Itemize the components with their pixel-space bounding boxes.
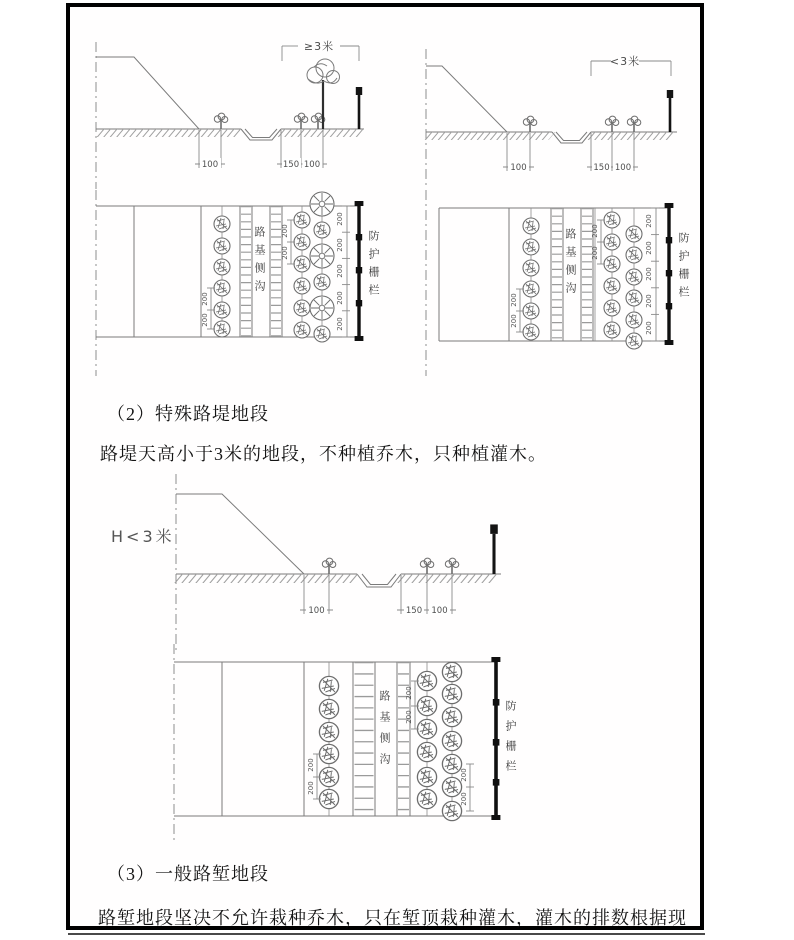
fence-bar xyxy=(665,203,674,345)
svg-text:200: 200 xyxy=(510,293,518,307)
fence-label: 防护栅栏 xyxy=(504,700,517,780)
plan-view-ge3m xyxy=(92,190,392,380)
fence-post-icon xyxy=(490,524,498,574)
svg-text:200: 200 xyxy=(336,264,344,278)
fence-post-icon xyxy=(667,90,673,132)
side-ditch-label: 路基侧沟 xyxy=(253,226,266,298)
dim-100: 100 xyxy=(614,163,632,173)
svg-text:200: 200 xyxy=(460,792,468,806)
svg-text:200: 200 xyxy=(591,246,599,260)
shrub-row xyxy=(214,113,324,129)
cross-section-embankment-ge3m xyxy=(92,34,372,196)
dim-150: 150 xyxy=(405,606,423,616)
fence-post-icon xyxy=(356,87,362,129)
svg-text:200: 200 xyxy=(405,710,413,724)
dim-100: 100 xyxy=(303,160,321,170)
cross-section-h-lt3m xyxy=(89,462,539,657)
plan-view-lt3m xyxy=(424,190,704,380)
svg-text:200: 200 xyxy=(405,686,413,700)
fence-bar xyxy=(355,201,364,341)
dim-100: 100 xyxy=(510,163,527,173)
svg-text:200: 200 xyxy=(336,291,344,305)
height-label: H<3米 xyxy=(111,527,175,546)
section-3-body: 路堑地段坚决不允许栽种乔木，只在堑顶栽种灌木，灌木的排数根据现 xyxy=(98,908,687,928)
plan-view-h-lt3m xyxy=(164,644,534,844)
shrub-row xyxy=(322,558,459,574)
svg-text:200: 200 xyxy=(307,781,315,795)
fence-label: 防护栅栏 xyxy=(677,232,690,304)
dim-label-lt3m: <3米 xyxy=(609,55,641,68)
cross-section-embankment-lt3m xyxy=(419,39,684,197)
svg-text:200: 200 xyxy=(591,224,599,238)
side-ditch-profile xyxy=(552,132,591,143)
document-page xyxy=(66,3,704,930)
side-ditch-label: 路基侧沟 xyxy=(564,228,577,300)
dimension-chain xyxy=(336,206,350,337)
row-lines xyxy=(531,208,634,341)
side-ditch-profile xyxy=(357,574,401,587)
dim-200: 200 xyxy=(201,292,209,306)
svg-text:200: 200 xyxy=(645,214,653,228)
svg-text:200: 200 xyxy=(307,758,315,772)
section-3-heading: （3）一般路堑地段 xyxy=(107,864,269,884)
section-2-body: 路堤天高小于3米的地段，不种植乔木，只种植灌木。 xyxy=(100,444,547,464)
section-2-heading: （2）特殊路堤地段 xyxy=(107,404,269,424)
shrub-row xyxy=(442,662,461,820)
dim-label-ge3m: ≥3米 xyxy=(303,40,335,53)
svg-text:200: 200 xyxy=(460,768,468,782)
svg-text:200: 200 xyxy=(336,238,344,252)
svg-text:200: 200 xyxy=(645,267,653,281)
dim-100: 100 xyxy=(308,606,325,616)
dim-200: 200 xyxy=(281,246,289,260)
shrub-row xyxy=(523,116,641,132)
svg-text:200: 200 xyxy=(645,241,653,255)
embankment-slope xyxy=(176,494,304,574)
svg-text:200: 200 xyxy=(510,314,518,328)
fence-bar xyxy=(491,657,500,820)
svg-text:200: 200 xyxy=(336,212,344,226)
dimension-chain xyxy=(645,208,659,341)
fence-label: 防护栅栏 xyxy=(367,230,380,302)
dim-100: 100 xyxy=(201,160,219,170)
dim-150: 150 xyxy=(282,160,300,170)
tree-symbol xyxy=(307,59,340,129)
svg-text:200: 200 xyxy=(645,321,653,335)
dim-150: 150 xyxy=(593,163,610,173)
embankment-slope xyxy=(96,57,199,129)
side-ditch-profile xyxy=(241,129,281,140)
side-ditch-label: 路基侧沟 xyxy=(378,690,391,774)
embankment-slope xyxy=(426,66,507,132)
svg-text:200: 200 xyxy=(645,294,653,308)
dim-100: 100 xyxy=(431,606,448,616)
svg-text:200: 200 xyxy=(336,317,344,331)
dim-200: 200 xyxy=(281,224,289,238)
dim-200: 200 xyxy=(201,313,209,327)
tree-shrub-row xyxy=(310,192,334,342)
